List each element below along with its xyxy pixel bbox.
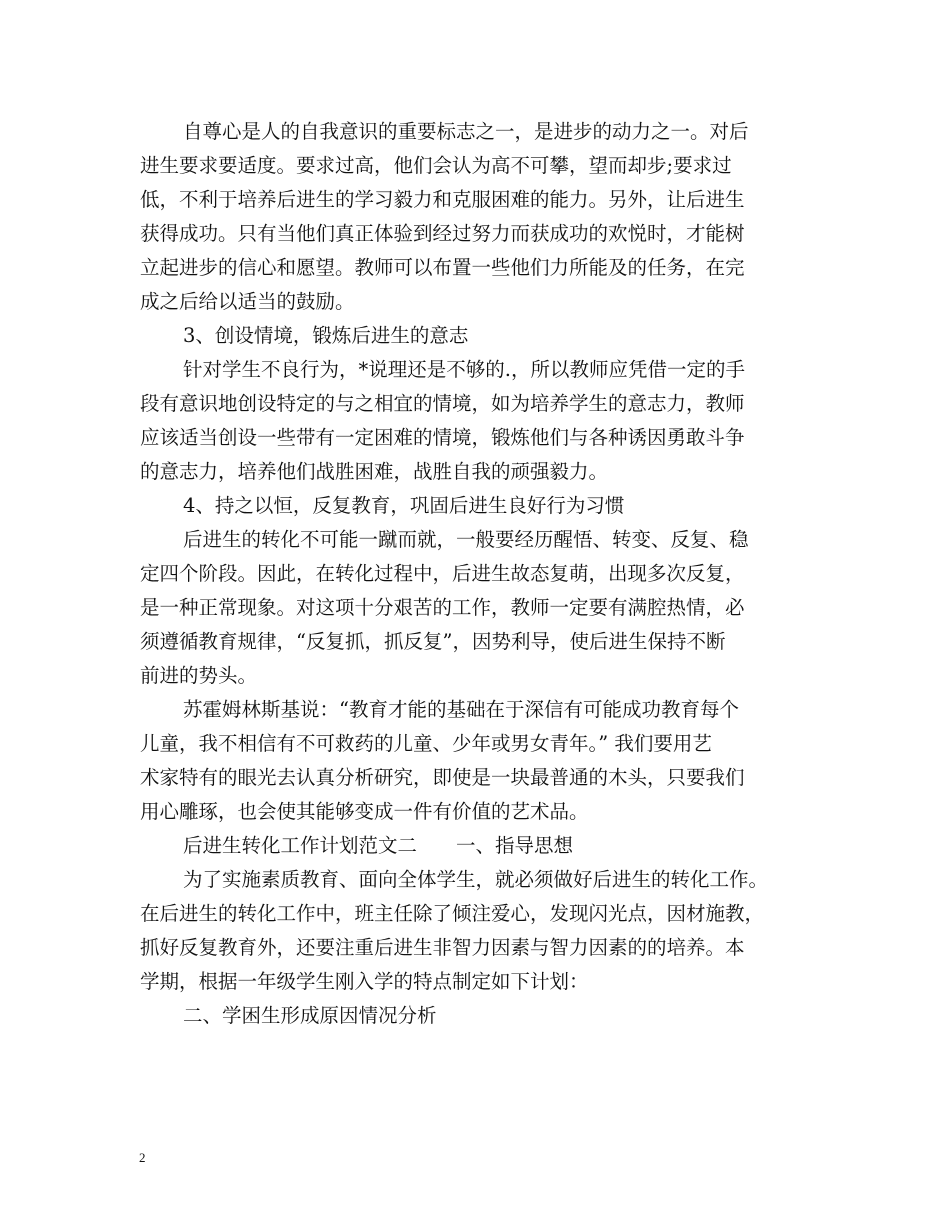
text-line: 抓好反复教育外，还要注重后进生非智力因素与智力因素的的培养。本 [140,936,745,959]
text-line: 定四个阶段。因此，在转化过程中，后进生故态复萌，出现多次反复， [140,562,745,585]
text-line: 术家特有的眼光去认真分析研究，即使是一块最普通的木头，只要我们 [140,766,745,789]
text-line: 是一种正常现象。对这项十分艰苦的工作，教师一定要有满腔热情，必 [140,596,745,619]
text-line: 学期，根据一年级学生刚入学的特点制定如下计划： [140,970,589,993]
section-heading: 4、持之以恒，反复教育，巩固后进生良好行为习惯 [183,494,625,517]
text-line: 针对学生不良行为，*说理还是不够的.，所以教师应凭借一定的手 [183,358,745,381]
text-line: 成之后给以适当的鼓励。 [140,290,355,313]
text-line: 前进的势头。 [140,664,258,687]
text-line: 获得成功。只有当他们真正体验到经过努力而获成功的欢悦时，才能树 [140,222,745,245]
text-line: 儿童，我不相信有不可救药的儿童、少年或男女青年。” 我们要用艺 [140,732,712,755]
section-heading: 3、创设情境，锻炼后进生的意志 [183,324,469,347]
text-line: 须遵循教育规律，“反复抓，抓反复”，因势利导，使后进生保持不断 [140,630,726,653]
text-line: 应该适当创设一些带有一定困难的情境，锻炼他们与各种诱因勇敢斗争 [140,426,745,449]
text-line: 后进生的转化不可能一蹴而就，一般要经历醒悟、转变、反复、稳 [183,528,749,551]
section-heading: 二、学困生形成原因情况分析 [183,1004,437,1027]
text-line: 段有意识地创设特定的与之相宜的情境，如为培养学生的意志力，教师 [140,392,745,415]
text-line: 进生要求要适度。要求过高，他们会认为高不可攀，望而却步;要求过 [140,154,732,177]
text-line: 低，不利于培养后进生的学习毅力和克服困难的能力。另外，让后进生 [140,188,745,211]
section-heading: 后进生转化工作计划范文二 一、指导思想 [183,834,574,857]
text-line: 在后进生的转化工作中，班主任除了倾注爱心，发现闪光点，因材施教， [140,902,765,925]
page-number: 2 [139,1150,146,1165]
text-line: 自尊心是人的自我意识的重要标志之一，是进步的动力之一。对后 [183,120,749,143]
text-line: 为了实施素质教育、面向全体学生，就必须做好后进生的转化工作。 [183,868,769,891]
text-line: 用心雕琢，也会使其能够变成一件有价值的艺术品。 [140,800,589,823]
text-line: 的意志力，培养他们战胜困难，战胜自我的顽强毅力。 [140,460,609,483]
text-line: 立起进步的信心和愿望。教师可以布置一些他们力所能及的任务，在完 [140,256,745,279]
text-line: 苏霍姆林斯基说：“教育才能的基础在于深信有可能成功教育每个 [183,698,739,721]
